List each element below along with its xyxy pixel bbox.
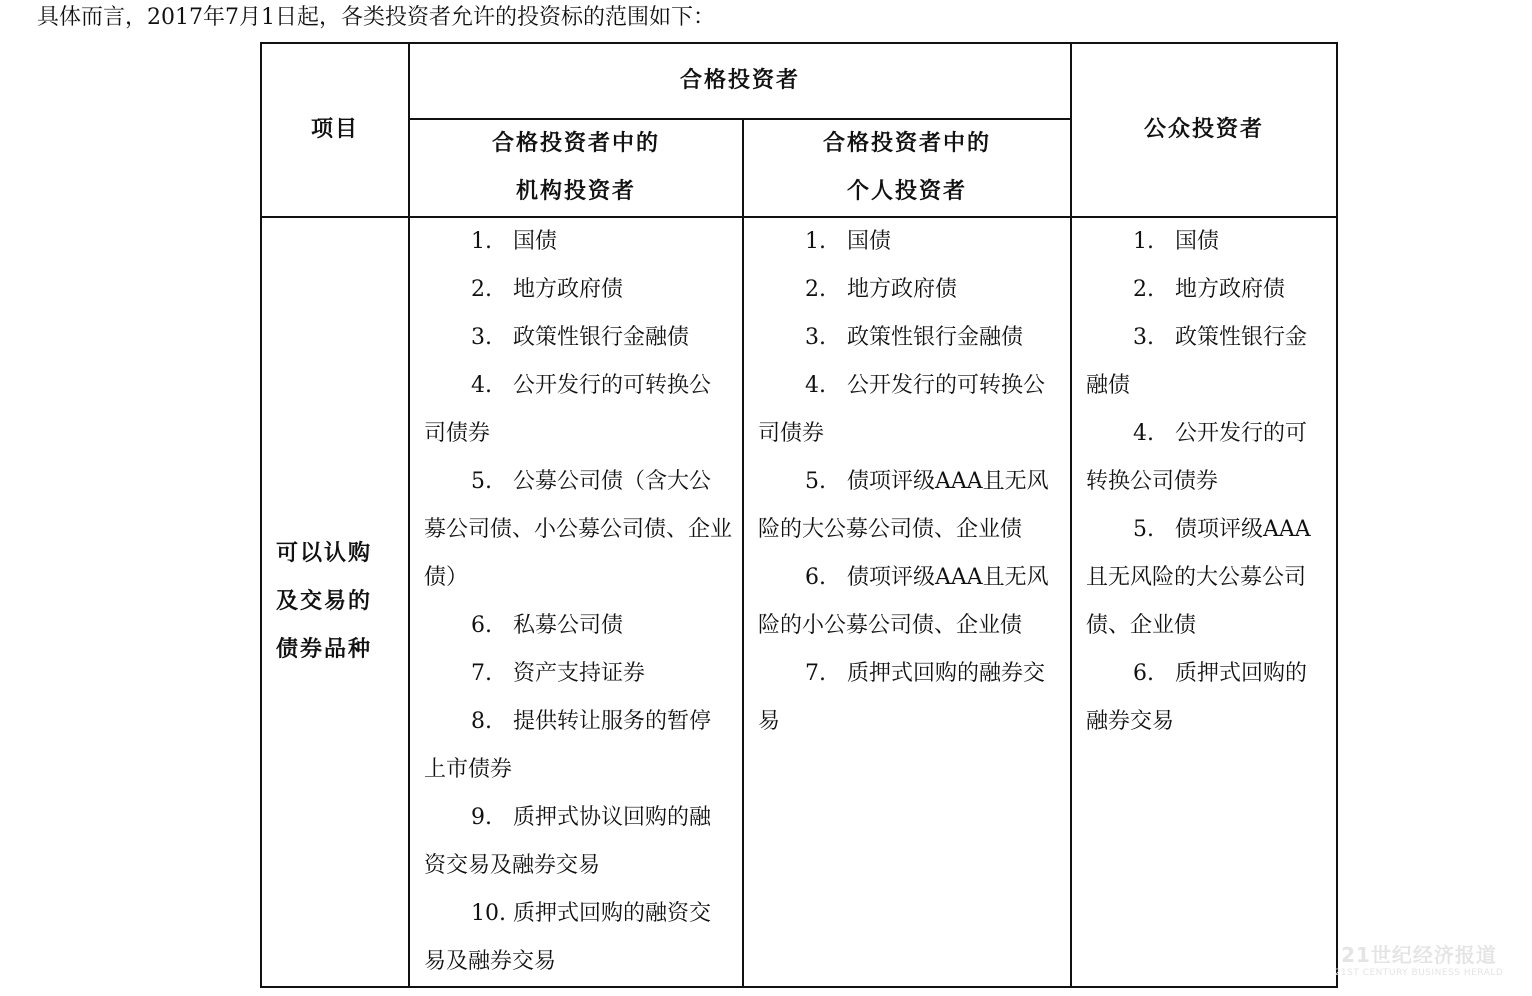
item-text: 债项评级AAA且无风险的小公募公司债、企业债 [758,565,1049,638]
watermark-chinese: 21世纪经济报道 [1341,943,1497,967]
header-item-cell [261,43,409,217]
item-text: 国债 [847,229,892,254]
item-number: 7. [805,661,826,686]
list-item [758,314,1060,362]
item-number: 10. [471,901,506,926]
individual-items [758,218,1060,746]
item-text: 公开发行的可转换公司债券 [758,373,1046,446]
item-number: 6. [805,565,826,590]
item-text: 政策性银行金融债 [1086,325,1308,398]
header-public-cell [1071,43,1337,217]
list-item [424,266,732,314]
header-qualified-investors: 合格投资者 [680,68,801,93]
list-item [1086,410,1326,506]
item-number: 4. [471,373,492,398]
intro-paragraph: 具体而言，2017年7月1日起，各类投资者允许的投资标的范围如下： [37,5,715,30]
institutional-list-cell [409,217,743,987]
list-item [1086,314,1326,410]
header-individual-cell [743,119,1071,217]
list-item [758,554,1060,650]
item-text: 公募公司债（含大公募公司债、小公募公司债、企业债） [424,469,733,590]
list-item [424,890,732,986]
list-item [1086,218,1326,266]
header-individual-line-1: 合格投资者中的 [823,131,992,156]
item-text: 国债 [1175,229,1220,254]
item-number: 3. [1133,325,1155,350]
list-item [424,458,732,602]
list-item [424,698,732,794]
list-item [424,602,732,650]
item-number: 6. [1133,661,1155,686]
item-text: 质押式回购的融资交易及融券交易 [424,901,712,974]
header-institutional-line-1: 合格投资者中的 [491,131,660,156]
list-item [424,362,732,458]
header-public-investors: 公众投资者 [1144,117,1265,142]
list-item [758,266,1060,314]
list-item [758,458,1060,554]
item-number: 2. [805,277,826,302]
item-text: 质押式协议回购的融资交易及融券交易 [424,805,712,878]
item-text: 债项评级AAA且无风险的大公募公司债、企业债 [758,469,1049,542]
individual-list-cell [743,217,1071,987]
item-text: 质押式回购的融券交易 [758,661,1046,734]
row-label-line-3: 债券品种 [276,637,373,662]
item-text: 地方政府债 [1175,277,1286,302]
item-text: 政策性银行金融债 [847,325,1024,350]
header-institutional-cell [409,119,743,217]
row-label-line-1: 可以认购 [276,541,373,566]
item-text: 资产支持证券 [513,661,646,686]
list-item [1086,650,1326,746]
item-text: 公开发行的可转换公司债券 [1086,421,1308,494]
row-label-cell [261,217,409,987]
list-item [424,314,732,362]
watermark-english: 21ST CENTURY BUSINESS HERALD [1334,968,1504,978]
item-text: 地方政府债 [847,277,958,302]
public-list-cell [1071,217,1337,987]
item-number: 9. [471,805,492,830]
item-number: 4. [805,373,826,398]
header-institutional-line-2: 机构投资者 [515,179,636,204]
item-number: 2. [1133,277,1155,302]
list-item [424,218,732,266]
item-number: 1. [805,229,826,254]
header-item: 项目 [310,117,359,142]
item-text: 政策性银行金融债 [513,325,690,350]
newspaper-watermark [1334,939,1504,978]
item-number: 7. [471,661,492,686]
item-number: 5. [1133,517,1155,542]
item-number: 2. [471,277,492,302]
item-text: 债项评级AAA且无风险的大公募公司债、企业债 [1086,517,1311,638]
list-item [758,650,1060,746]
header-row-1 [261,43,1337,119]
item-number: 5. [805,469,826,494]
item-number: 1. [471,229,492,254]
list-item [424,794,732,890]
list-item [424,650,732,698]
item-text: 国债 [513,229,558,254]
item-text: 公开发行的可转换公司债券 [424,373,712,446]
item-number: 3. [471,325,492,350]
item-number: 3. [805,325,826,350]
item-number: 8. [471,709,492,734]
public-items [1086,218,1326,746]
header-individual-line-2: 个人投资者 [847,179,968,204]
list-item [1086,266,1326,314]
item-number: 4. [1133,421,1155,446]
row-label-line-2: 及交易的 [276,589,373,614]
investor-scope-table [260,42,1338,988]
item-text: 私募公司债 [513,613,624,638]
item-text: 地方政府债 [513,277,624,302]
bond-types-row [261,217,1337,987]
item-text: 提供转让服务的暂停上市债券 [424,709,712,782]
list-item [758,218,1060,266]
list-item [1086,506,1326,650]
item-text: 质押式回购的融券交易 [1086,661,1308,734]
institutional-items [424,218,732,986]
item-number: 5. [471,469,492,494]
item-number: 6. [471,613,492,638]
header-qualified-cell [409,43,1071,119]
list-item [758,362,1060,458]
item-number: 1. [1133,229,1155,254]
